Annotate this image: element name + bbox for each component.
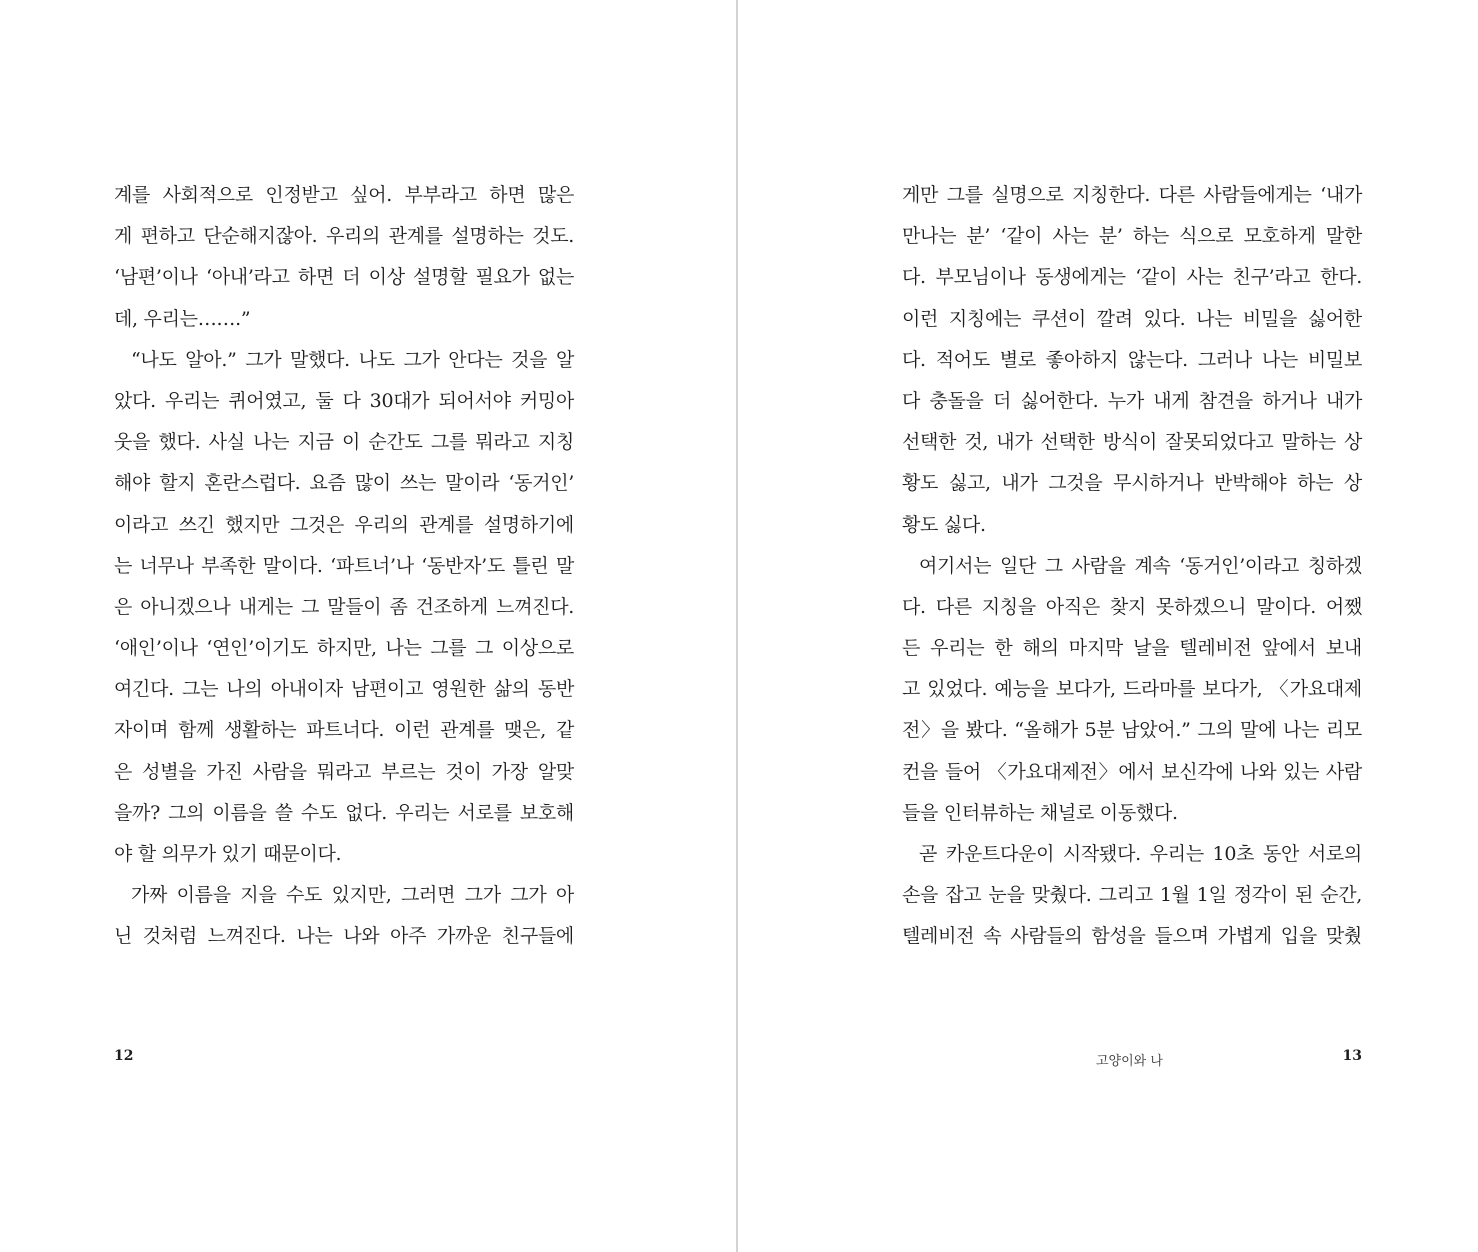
text-line: 웃을 했다. 사실 나는 지금 이 순간도 그를 뭐라고 지칭 bbox=[114, 431, 574, 454]
text-line: 텔레비전 속 사람들의 함성을 들으며 가볍게 입을 맞췄 bbox=[902, 925, 1362, 948]
text-line: 데, 우리는…….” bbox=[114, 307, 251, 330]
text-line: 가짜 이름을 지을 수도 있지만, 그러면 그가 그가 아 bbox=[131, 884, 574, 907]
text-line: 든 우리는 한 해의 마지막 날을 텔레비전 앞에서 보내 bbox=[902, 637, 1362, 660]
text-line: “나도 알아.” 그가 말했다. 나도 그가 안다는 것을 알 bbox=[131, 348, 574, 371]
text-line: 닌 것처럼 느껴진다. 나는 나와 아주 가까운 친구들에 bbox=[114, 925, 574, 948]
text-line: 은 성별을 가진 사람을 뭐라고 부르는 것이 가장 알맞 bbox=[114, 760, 574, 783]
text-line: 은 아니겠으나 내게는 그 말들이 좀 건조하게 느껴진다. bbox=[114, 595, 574, 618]
text-line: 을까? 그의 이름을 쓸 수도 없다. 우리는 서로를 보호해 bbox=[114, 801, 574, 824]
text-line: 해야 할지 혼란스럽다. 요즘 많이 쓰는 말이라 ‘동거인’ bbox=[114, 472, 574, 495]
page-number-right: 13 bbox=[1342, 1048, 1362, 1064]
running-title: 고양이와 나 bbox=[1096, 1054, 1163, 1069]
text-line: 았다. 우리는 퀴어였고, 둘 다 30대가 되어서야 커밍아 bbox=[114, 389, 574, 412]
text-line: 만나는 분’ ‘같이 사는 분’ 하는 식으로 모호하게 말한 bbox=[902, 225, 1362, 248]
text-line: 선택한 것, 내가 선택한 방식이 잘못되었다고 말하는 상 bbox=[902, 431, 1362, 454]
text-line: 전〉을 봤다. “올해가 5분 남았어.” 그의 말에 나는 리모 bbox=[902, 719, 1362, 742]
text-line: 다. 다른 지칭을 아직은 찾지 못하겠으니 말이다. 어쨌 bbox=[902, 595, 1362, 618]
text-line: 는 너무나 부족한 말이다. ‘파트너’나 ‘동반자’도 틀린 말 bbox=[114, 554, 574, 577]
text-line: 다 충돌을 더 싫어한다. 누가 내게 참견을 하거나 내가 bbox=[902, 389, 1362, 412]
text-line: 다. 부모님이나 동생에게는 ‘같이 사는 친구’라고 한다. bbox=[902, 266, 1362, 289]
text-line: 여긴다. 그는 나의 아내이자 남편이고 영원한 삶의 동반 bbox=[114, 678, 574, 701]
text-line: 고 있었다. 예능을 보다가, 드라마를 보다가, 〈가요대제 bbox=[902, 678, 1362, 701]
text-line: 이라고 쓰긴 했지만 그것은 우리의 관계를 설명하기에 bbox=[114, 513, 574, 536]
text-line: 자이며 함께 생활하는 파트너다. 이런 관계를 맺은, 같 bbox=[114, 719, 574, 742]
right-page bbox=[738, 0, 1478, 1252]
text-line: ‘남편’이나 ‘아내’라고 하면 더 이상 설명할 필요가 없는 bbox=[114, 266, 574, 289]
text-line: 계를 사회적으로 인정받고 싶어. 부부라고 하면 많은 bbox=[114, 184, 574, 206]
text-line: ‘애인’이나 ‘연인’이기도 하지만, 나는 그를 그 이상으로 bbox=[114, 637, 574, 660]
text-line: 게 편하고 단순해지잖아. 우리의 관계를 설명하는 것도. bbox=[114, 225, 574, 248]
text-line: 게만 그를 실명으로 지칭한다. 다른 사람들에게는 ‘내가 bbox=[902, 184, 1362, 206]
text-line: 컨을 들어 〈가요대제전〉에서 보신각에 나와 있는 사람 bbox=[902, 760, 1362, 783]
page-number-left: 12 bbox=[114, 1048, 134, 1064]
text-line: 이런 지칭에는 쿠션이 깔려 있다. 나는 비밀을 싫어한 bbox=[902, 307, 1362, 330]
text-line: 황도 싫고, 내가 그것을 무시하거나 반박해야 하는 상 bbox=[902, 472, 1362, 495]
text-line: 야 할 의무가 있기 때문이다. bbox=[114, 843, 342, 865]
left-page-body-text bbox=[114, 175, 574, 958]
text-line: 황도 싫다. bbox=[902, 513, 986, 536]
text-line: 들을 인터뷰하는 채널로 이동했다. bbox=[902, 801, 1178, 824]
text-line: 다. 적어도 별로 좋아하지 않는다. 그러나 나는 비밀보 bbox=[902, 348, 1362, 371]
text-line: 손을 잡고 눈을 맞췄다. 그리고 1월 1일 정각이 된 순간, bbox=[902, 884, 1362, 907]
left-page bbox=[0, 0, 737, 1252]
text-line: 곧 카운트다운이 시작됐다. 우리는 10초 동안 서로의 bbox=[919, 843, 1362, 865]
right-page-body-text bbox=[902, 175, 1362, 958]
text-line: 여기서는 일단 그 사람을 계속 ‘동거인’이라고 칭하겠 bbox=[919, 554, 1362, 577]
